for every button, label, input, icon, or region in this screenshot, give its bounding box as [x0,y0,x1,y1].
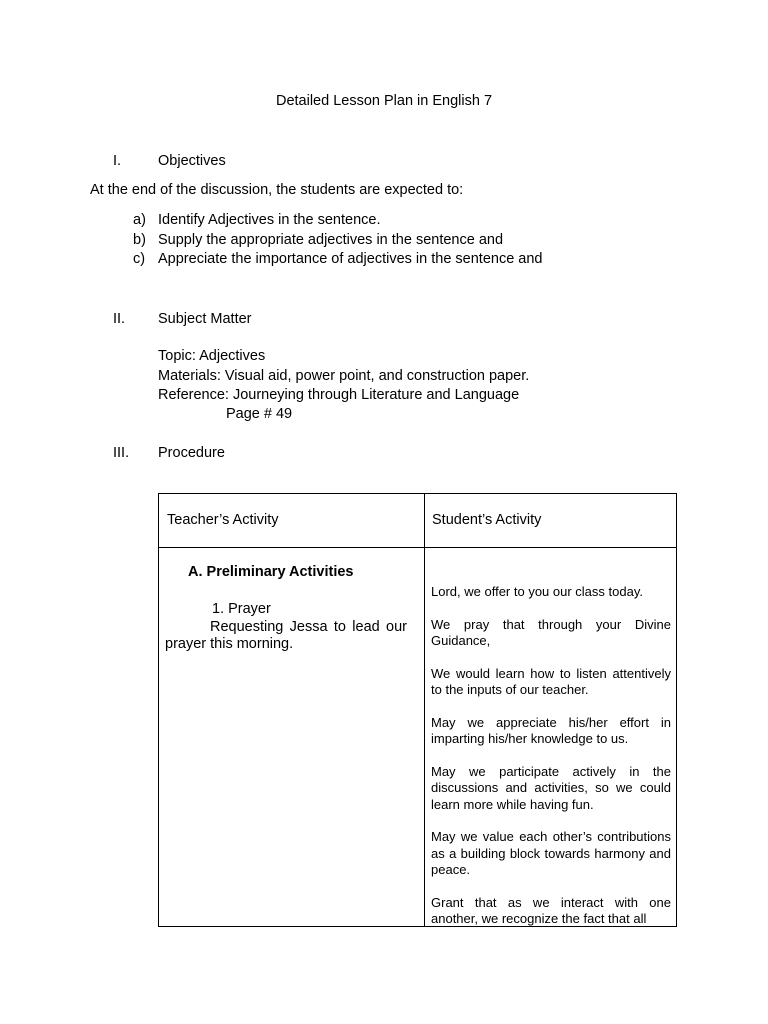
objective-item [133,212,380,228]
subject-page: Page # 49 [226,406,293,422]
section-heading-objectives: Objectives [158,153,226,169]
objective-item [133,251,543,267]
objective-letter: b) [133,232,146,248]
section-numeral-subject-matter: II. [113,311,126,327]
prayer-paragraph: We would learn how to listen attentively to the inputs of our teacher. [431,665,671,697]
document-title: Detailed Lesson Plan in English 7 [275,93,493,109]
prayer-paragraph: Lord, we offer to you our class today. [431,584,643,599]
objective-text: Supply the appropriate adjectives in the sentence and [158,232,504,248]
preliminary-activities-heading: A. Preliminary Activities [188,564,354,580]
table-column-divider [424,494,425,926]
subject-materials: Materials: Visual aid, power point, and construction paper. [158,368,530,384]
table-header-teacher: Teacher’s Activity [167,512,279,528]
prayer-paragraph: May we participate actively in the discussions and activities, so we could learn more while having fun. [431,763,671,812]
prayer-instruction: Requesting Jessa to lead our prayer this morning. [165,619,407,652]
section-heading-subject-matter: Subject Matter [158,311,252,327]
section-numeral-objectives: I. [113,153,122,169]
subject-reference: Reference: Journeying through Literature and Language [158,387,520,403]
prayer-paragraph: Grant that as we interact with one another, we recognize the fact that all [431,894,671,926]
subject-topic: Topic: Adjectives [158,348,266,364]
objective-item [133,232,503,248]
prayer-paragraph: May we appreciate his/her effort in imparting his/her knowledge to us. [431,714,671,746]
objective-text: Identify Adjectives in the sentence. [158,212,381,228]
prayer-item: 1. Prayer [212,601,271,617]
prayer-paragraph: May we value each other’s contributions as a building block towards harmony and peace. [431,829,671,877]
objective-letter: c) [133,251,146,267]
table-header-student: Student’s Activity [432,512,542,528]
objective-letter: a) [133,212,146,228]
student-activity-cell [431,584,671,944]
objective-text: Appreciate the importance of adjectives in the sentence and [158,251,543,267]
section-numeral-procedure: III. [113,445,130,461]
objectives-intro: At the end of the discussion, the students are expected to: [90,182,464,198]
prayer-paragraph: We pray that through your Divine Guidance, [431,616,671,648]
procedure-table [158,493,677,927]
section-heading-procedure: Procedure [158,445,225,461]
table-header-divider [159,547,676,548]
